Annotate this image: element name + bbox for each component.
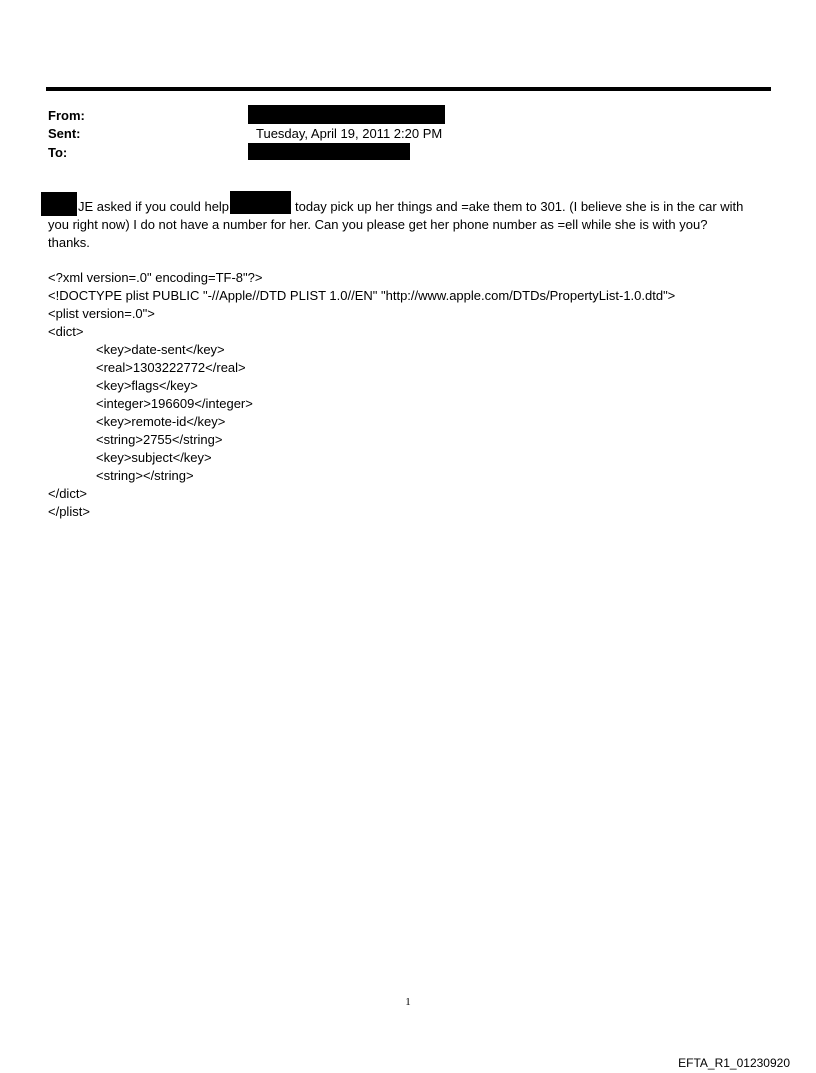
to-redaction [248, 143, 410, 160]
from-label: From: [48, 108, 85, 123]
plist-entry: <key>subject</key> [96, 450, 212, 465]
plist-close-tag: </plist> [48, 504, 90, 519]
plist-entry: <string></string> [96, 468, 194, 483]
plist-doctype: <!DOCTYPE plist PUBLIC "-//Apple//DTD PLIST 1.0//EN" "http://www.apple.com/DTDs/PropertyList-1.0.dtd"> [48, 288, 676, 303]
sent-label: Sent: [48, 126, 81, 141]
to-label: To: [48, 145, 68, 160]
message-line-3: thanks. [48, 235, 90, 250]
sender-name-redaction [41, 192, 77, 216]
plist-entry: <key>date-sent</key> [96, 342, 225, 357]
plist-entry: <string>2755</string> [96, 432, 223, 447]
page-number: 1 [405, 996, 411, 1008]
plist-entry: <key>remote-id</key> [96, 414, 226, 429]
message-line-2: you right now) I do not have a number for her. Can you please get her phone number as =ell while she is with you? [48, 217, 708, 232]
message-line-1a: JE asked if you could help [78, 199, 230, 214]
plist-open-tag: <plist version=.0"> [48, 306, 155, 321]
plist-entry: <key>flags</key> [96, 378, 198, 393]
from-redaction [248, 105, 445, 124]
plist-entry: <real>1303222772</real> [96, 360, 246, 375]
dict-close-tag: </dict> [48, 486, 88, 501]
plist-xml-declaration: <?xml version=.0" encoding=TF-8"?> [48, 270, 263, 285]
recipient-name-redaction [230, 191, 291, 214]
dict-open-tag: <dict> [48, 324, 84, 339]
header-rule [46, 87, 771, 91]
plist-entry: <integer>196609</integer> [96, 396, 253, 411]
sent-value: Tuesday, April 19, 2011 2:20 PM [256, 126, 443, 141]
message-line-1b: today pick up her things and =ake them to 301. (I believe she is in the car with [295, 199, 744, 214]
bates-number: EFTA_R1_01230920 [678, 1056, 790, 1070]
